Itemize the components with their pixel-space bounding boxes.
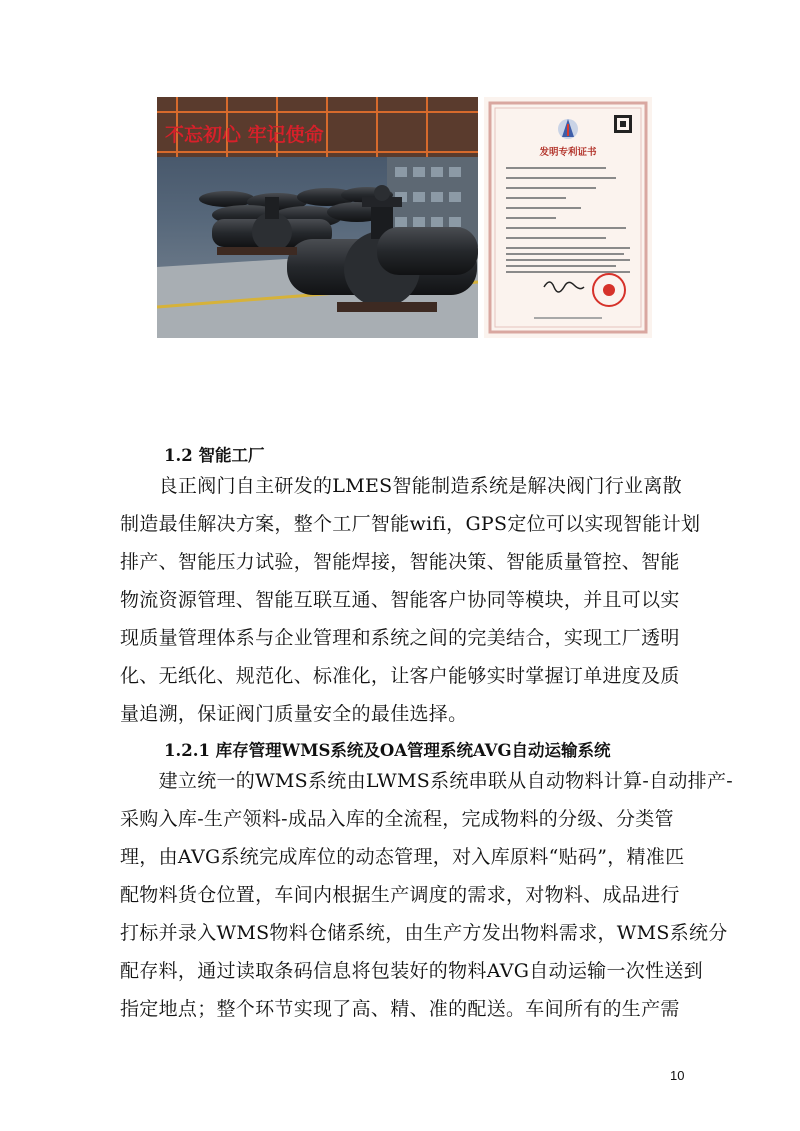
paragraph-line: 物流资源管理、智能互联互通、智能客户协同等模块，并且可以实 <box>120 589 680 611</box>
banner-slogan: 不忘初心 牢记使命 <box>165 124 324 146</box>
certificate-title: 发明专利证书 <box>539 147 597 158</box>
paragraph-line: 配存料，通过读取条码信息将包装好的物料AVG自动运输一次性送到 <box>120 960 703 982</box>
section-1-2-1-paragraph <box>120 762 734 1028</box>
patent-certificate-illustration <box>484 97 652 338</box>
paragraph-line: 化、无纸化、规范化、标准化，让客户能够实时掌握订单进度及质 <box>120 665 680 687</box>
paragraph-line: 配物料货仓位置，车间内根据生产调度的需求，对物料、成品进行 <box>120 884 680 906</box>
paragraph-line: 良正阀门自主研发的LMES智能制造系统是解决阀门行业离散 <box>120 475 682 497</box>
paragraph-line: 量追溯，保证阀门质量安全的最佳选择。 <box>120 703 468 725</box>
paragraph-line: 制造最佳解决方案，整个工厂智能wifi，GPS定位可以实现智能计划 <box>120 513 701 535</box>
section-1-2-paragraph <box>120 467 701 733</box>
factory-valve-illustration <box>157 97 478 338</box>
paragraph-line: 建立统一的WMS系统由LWMS系统串联从自动物料计算-自动排产- <box>120 770 734 792</box>
paragraph-line: 指定地点；整个环节实现了高、精、准的配送。车间所有的生产需 <box>120 998 680 1020</box>
paragraph-line: 排产、智能压力试验，智能焊接，智能决策、智能质量管控、智能 <box>120 551 680 573</box>
patent-certificate-image <box>484 97 652 338</box>
page-number: 10 <box>670 1068 685 1083</box>
paragraph-line: 采购入库-生产领料-成品入库的全流程，完成物料的分级、分类管 <box>120 808 674 830</box>
factory-valve-photo <box>157 97 478 338</box>
paragraph-line: 理，由AVG系统完成库位的动态管理，对入库原料“贴码”，精准匹 <box>120 846 685 868</box>
paragraph-line: 现质量管理体系与企业管理和系统之间的完美结合，实现工厂透明 <box>120 627 680 649</box>
section-heading-1-2-1: 1.2.1 库存管理WMS系统及OA管理系统AVG自动运输系统 <box>164 741 611 760</box>
section-heading-1-2: 1.2 智能工厂 <box>164 446 265 465</box>
paragraph-line: 打标并录入WMS物料仓储系统，由生产方发出物料需求，WMS系统分 <box>120 922 728 944</box>
